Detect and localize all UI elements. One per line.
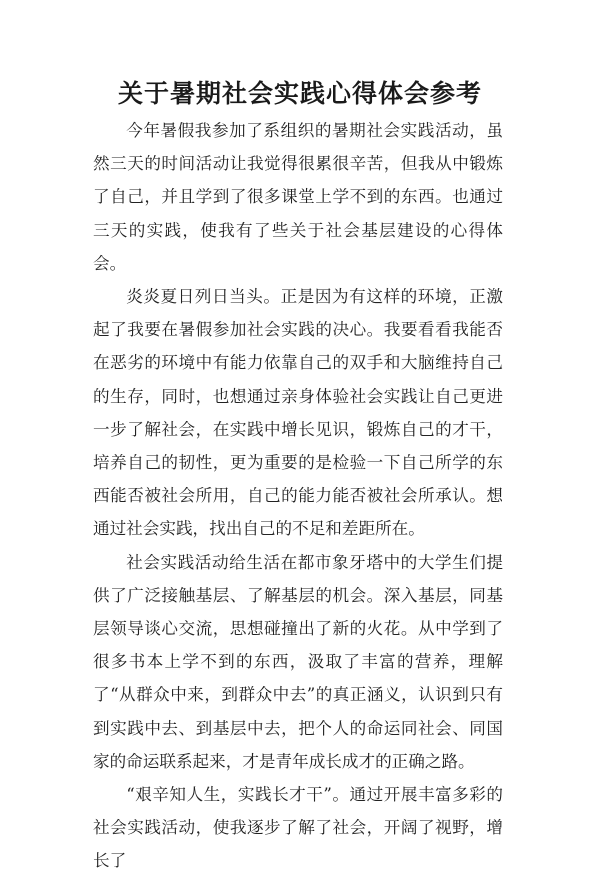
paragraph: 今年暑假我参加了系组织的暑期社会实践活动，虽然三天的时间活动让我觉得很累很辛苦，但我从中锻炼了自己，并且学到了很多课堂上学不到的东西。也通过三天的实践，使我有了些关于社会基层建设的心得体会。	[93, 121, 503, 273]
paragraph: 炎炎夏日列日当头。正是因为有这样的环境，正激起了我要在暑假参加社会实践的决心。我要看看我能否在恶劣的环境中有能力依靠自己的双手和大脑维持自己的生存，同时，也想通过亲身体验社会实践让自己更进一步了解社会，在实践中增长见识，锻炼自己的才干，培养自己的韧性，更为重要的是检验一下自己所学的东西能否被社会所用，自己的能力能否被社会所承认。想通过社会实践，找出自己的不足和差距所在。	[93, 287, 503, 539]
document-body	[93, 114, 503, 878]
document-title: 关于暑期社会实践心得体会参考	[117, 79, 482, 108]
paragraph: 社会实践活动给生活在都市象牙塔中的大学生们提供了广泛接触基层、了解基层的机会。深入基层，同基层领导谈心交流，思想碰撞出了新的火花。从中学到了很多书本上学不到的东西，汲取了丰富的营养，理解了“从群众中来，到群众中去”的真正涵义，认识到只有到实践中去、到基层中去，把个人的命运同社会、同国家的命运联系起来，才是青年成长成才的正确之路。	[93, 552, 503, 771]
paragraph: “艰辛知人生，实践长才干”。通过开展丰富多彩的社会实践活动，使我逐步了解了社会，开阔了视野，增长了	[93, 785, 503, 871]
